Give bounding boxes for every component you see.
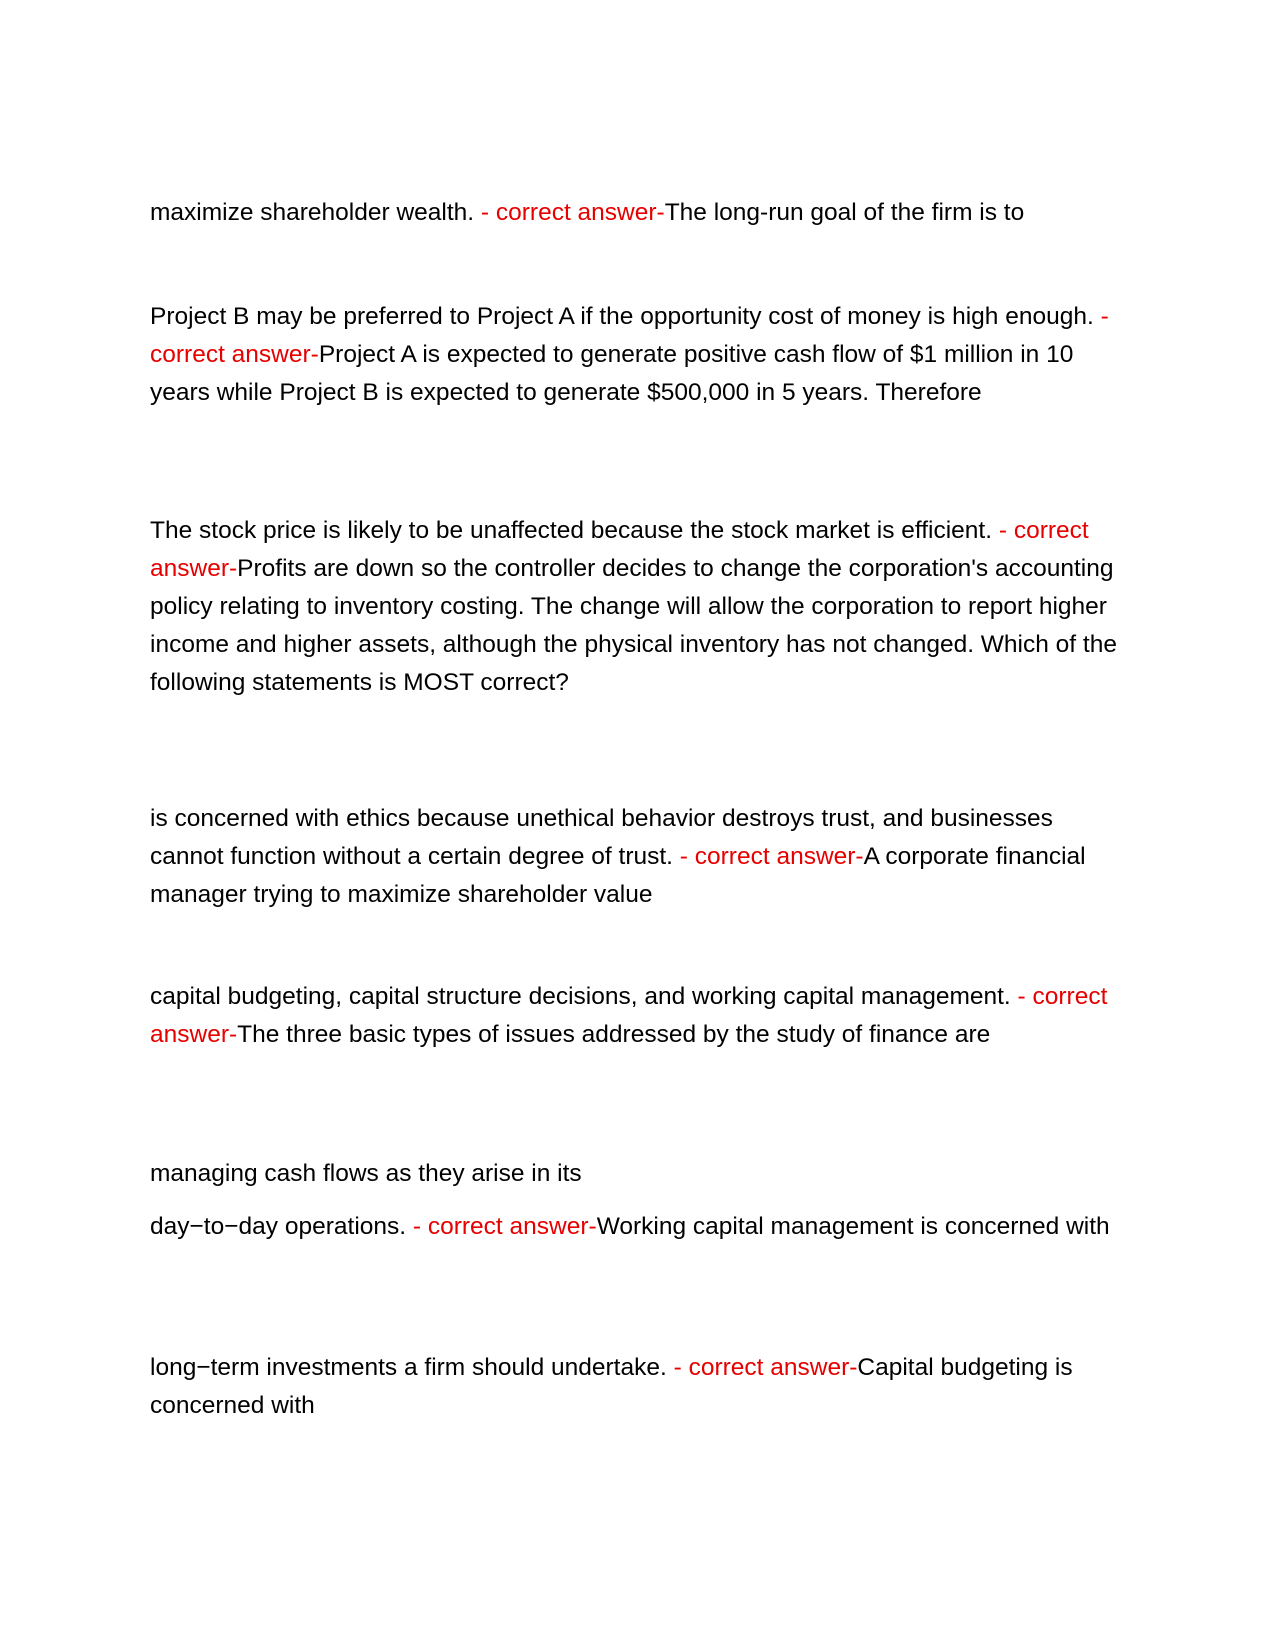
answer-text: day−to−day operations. — [150, 1213, 407, 1240]
answer-text: long−term investments a firm should undertake. — [150, 1354, 667, 1381]
qa-entry-5 — [150, 978, 1130, 1054]
question-text: Capital budgeting is concerned with — [150, 1354, 1073, 1419]
correct-answer-marker: - correct answer- — [150, 517, 1089, 582]
answer-text: maximize shareholder wealth. — [150, 199, 475, 226]
correct-answer-marker: - correct answer- — [480, 199, 665, 226]
qa-entry-4 — [150, 800, 1130, 914]
qa-entry-6-line1 — [150, 1155, 1130, 1193]
qa-entry-7 — [150, 1349, 1130, 1425]
correct-answer-marker: - correct answer- — [679, 843, 864, 870]
correct-answer-marker: - correct answer- — [673, 1354, 858, 1381]
correct-answer-marker: - correct answer- — [150, 303, 1109, 368]
answer-text: managing cash flows as they arise in its — [150, 1160, 582, 1187]
question-text: Profits are down so the controller decides to change the corporation's accounting policy relating to inventory costing. The change will allow the corporation to report higher income and higher assets, although the physical inventory has not changed. Which of the following statements is MOST correct? — [150, 555, 1117, 696]
answer-text: Project B may be preferred to Project A if the opportunity cost of money is high enough. — [150, 303, 1094, 330]
answer-text: is concerned with ethics because unethical behavior destroys trust, and businesses cannot function without a certain degree of trust. — [150, 805, 1053, 870]
correct-answer-marker: - correct answer- — [150, 983, 1108, 1048]
answer-text: capital budgeting, capital structure decisions, and working capital management. — [150, 983, 1011, 1010]
question-text: The long-run goal of the firm is to — [664, 199, 1025, 226]
question-text: Project A is expected to generate positive cash flow of $1 million in 10 years while Project B is expected to generate $500,000 in 5 years. Therefore — [150, 341, 1074, 406]
question-text: A corporate financial manager trying to maximize shareholder value — [150, 843, 1086, 908]
qa-entry-2 — [150, 298, 1130, 412]
qa-entry-6 — [150, 1208, 1130, 1246]
question-text: The three basic types of issues addressed by the study of finance are — [237, 1021, 991, 1048]
question-text: Working capital management is concerned with — [596, 1213, 1110, 1240]
qa-entry-1 — [150, 194, 1130, 232]
correct-answer-marker: - correct answer- — [412, 1213, 597, 1240]
qa-entry-3 — [150, 512, 1130, 702]
answer-text: The stock price is likely to be unaffected because the stock market is efficient. — [150, 517, 993, 544]
